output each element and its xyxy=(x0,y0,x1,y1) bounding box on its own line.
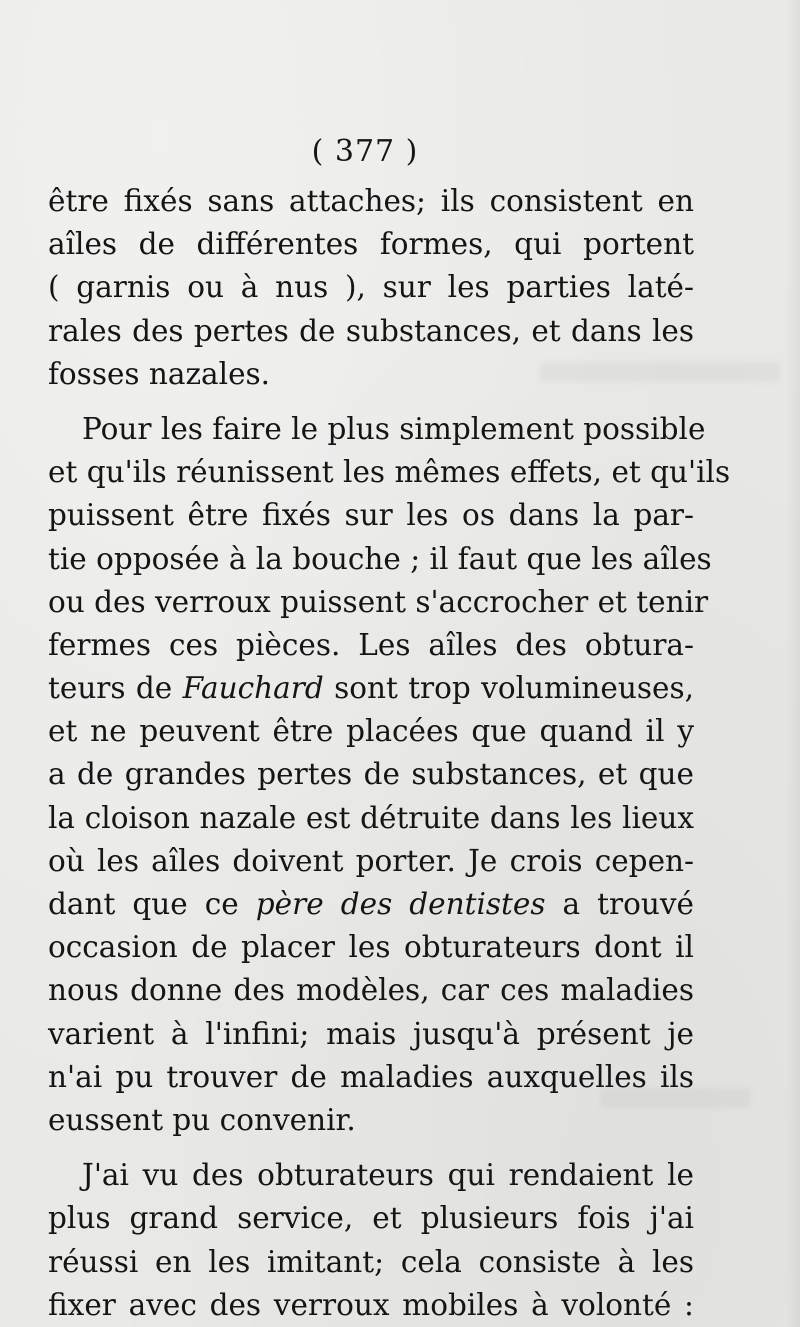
text-line: tie opposée à la bouche ; il faut que les aîles xyxy=(48,541,712,576)
paragraph xyxy=(48,408,731,1142)
line-part: sont trop volumineuses, xyxy=(323,671,694,706)
paragraph xyxy=(48,180,694,396)
italic-phrase: père des dentistes xyxy=(255,887,546,921)
text-line: fermes ces pièces. Les aîles des obtura- xyxy=(48,627,694,662)
line-part: teurs de xyxy=(48,671,183,706)
text-line: réussi en les imitant; cela consiste à les xyxy=(48,1244,694,1279)
text-line: où les aîles doivent porter. Je crois cepen- xyxy=(48,843,694,878)
text-line: nous donne des modèles, car ces maladies xyxy=(48,973,694,1008)
text-line: fosses nazales. xyxy=(48,356,271,391)
text-line: Pour les faire le plus simplement possible xyxy=(82,411,706,446)
italic-name: Fauchard xyxy=(182,671,324,706)
paragraph-gap xyxy=(48,396,694,408)
text-line: fixer avec des verroux mobiles à volonté : xyxy=(48,1287,694,1322)
page-edge-shadow xyxy=(786,0,800,1327)
text-line: la cloison nazale est détruite dans les lieux xyxy=(48,800,694,835)
line-part: dant que ce xyxy=(48,887,256,921)
text-line: aîles de différentes formes, qui portent xyxy=(48,227,694,262)
text-line: eussent pu convenir. xyxy=(48,1102,356,1137)
text-line: puissent être fixés sur les os dans la par- xyxy=(48,498,694,533)
text-line: occasion de placer les obturateurs dont il xyxy=(48,930,694,965)
paragraph-gap xyxy=(48,1142,694,1154)
page-number: ( 377 ) xyxy=(311,134,419,169)
body-text xyxy=(48,180,731,1327)
text-line: et ne peuvent être placées que quand il y xyxy=(48,714,694,749)
text-line: a de grandes pertes de substances, et que xyxy=(48,757,694,792)
text-line: ou des verroux puissent s'accrocher et tenir xyxy=(48,584,709,619)
text-line: rales des pertes de substances, et dans les xyxy=(48,313,694,348)
line-part: a trouvé xyxy=(545,887,695,921)
text-line xyxy=(48,883,694,926)
text-line: ( garnis ou à nus ), sur les parties laté- xyxy=(48,270,694,305)
text-line: J'ai vu des obturateurs qui rendaient le xyxy=(82,1158,694,1193)
text-line: être fixés sans attaches; ils consistent en xyxy=(48,184,694,218)
paragraph xyxy=(48,1154,694,1327)
text-line xyxy=(48,667,694,710)
text-line: varient à l'infini; mais jusqu'à présent je xyxy=(48,1016,694,1051)
text-line: et qu'ils réunissent les mêmes effets, et qu'ils xyxy=(48,455,731,490)
text-line: plus grand service, et plusieurs fois j'ai xyxy=(48,1201,694,1236)
text-line: n'ai pu trouver de maladies auxquelles ils xyxy=(48,1059,694,1094)
